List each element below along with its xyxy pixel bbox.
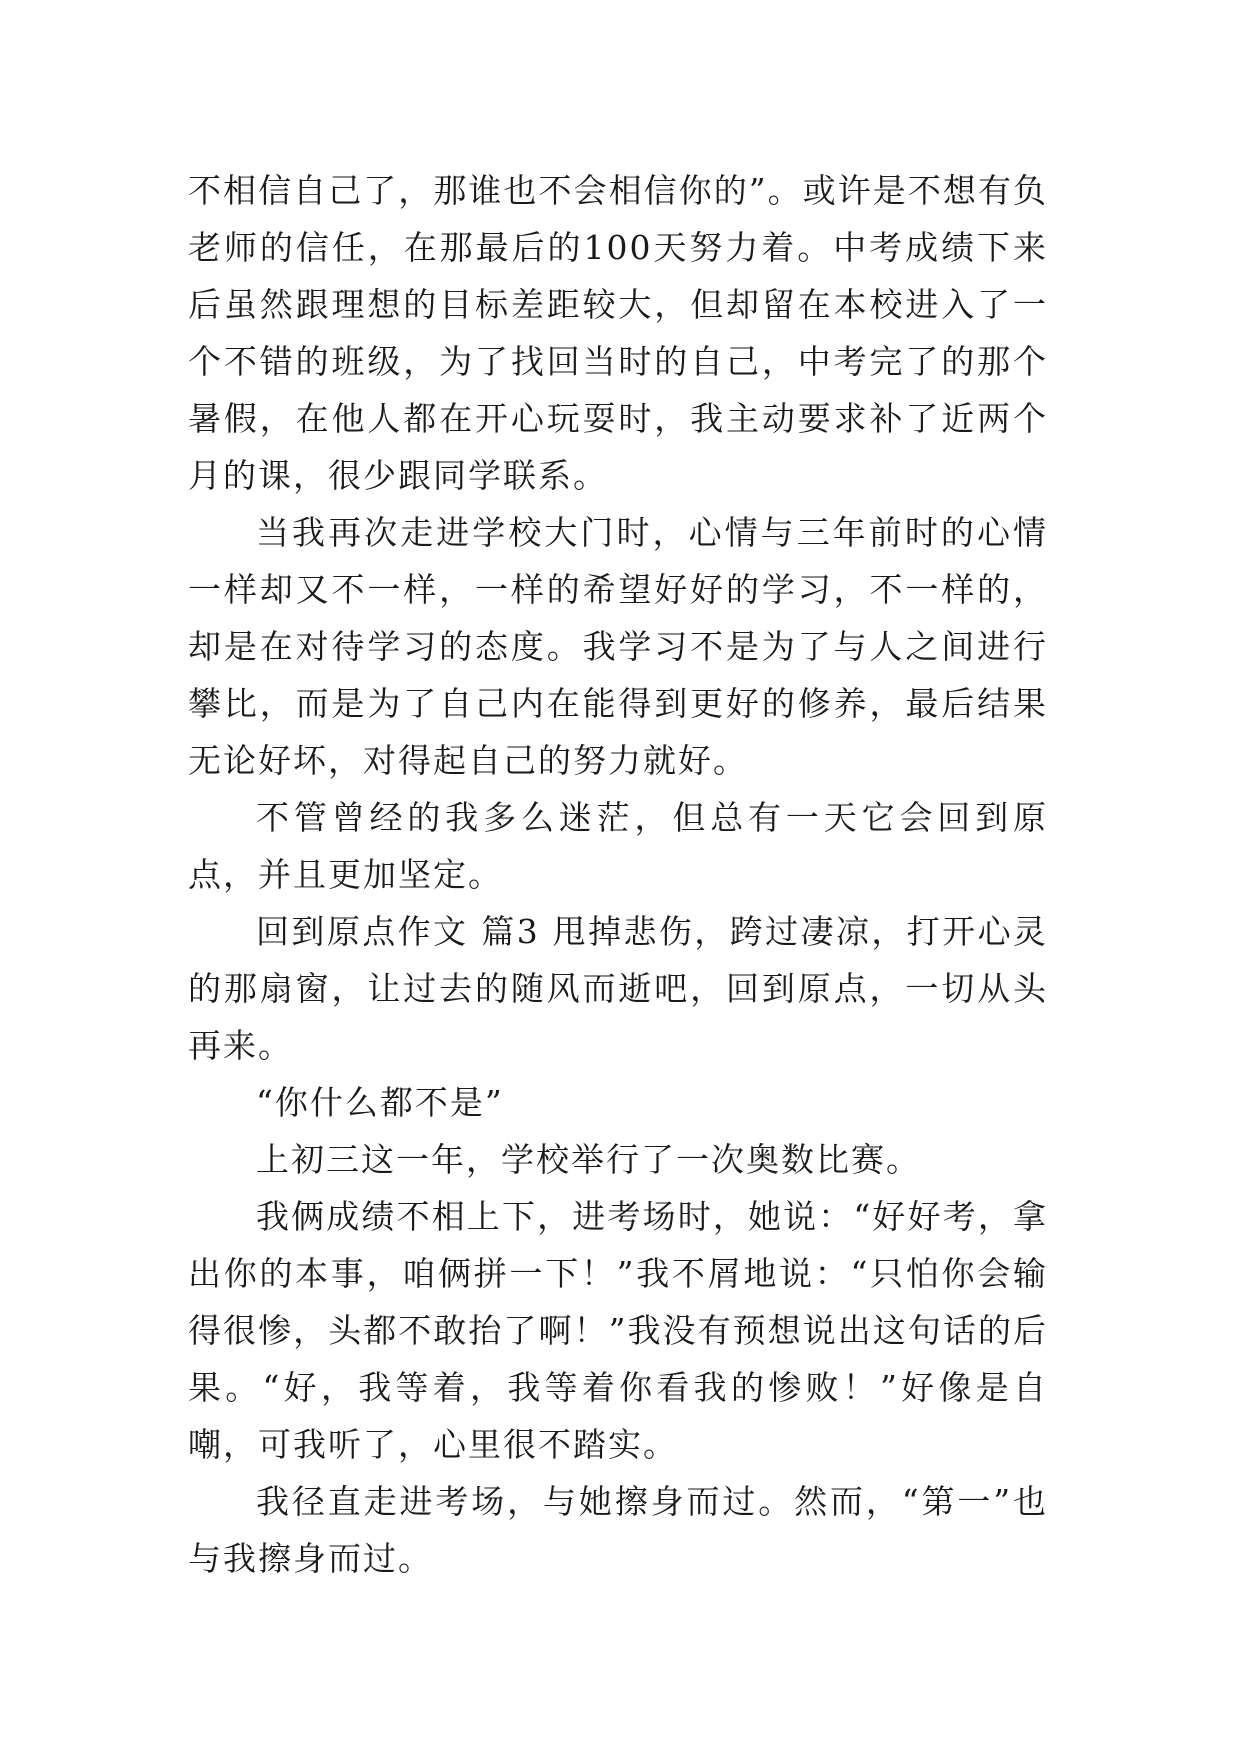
- paragraph-6: 上初三这一年，学校举行了一次奥数比赛。: [256, 1140, 921, 1179]
- paragraph-4: 回到原点作文 篇3 甩掉悲伤，跨过凄凉，打开心灵的那扇窗，让过去的随风而逝吧，回到原点，一切从头再来。: [188, 912, 1048, 1065]
- paragraph-8: 我径直走进考场，与她擦身而过。然而，“第一”也与我擦身而过。: [188, 1482, 1048, 1578]
- paragraph-1: 不相信自己了，那谁也不会相信你的”。或许是不想有负老师的信任，在那最后的100天努力着。中考成绩下来后虽然跟理想的目标差距较大，但却留在本校进入了一个不错的班级，为了找回当时的自己，中考完了的那个暑假，在他人都在开心玩耍时，我主动要求补了近两个月的课，很少跟同学联系。: [188, 171, 1048, 495]
- document-body: [188, 162, 1048, 1587]
- paragraph-7: 我俩成绩不相上下，进考场时，她说：“好好考，拿出你的本事，咱俩拼一下！”我不屑地说：“只怕你会输得很惨，头都不敢抬了啊！”我没有预想说出这句话的后果。“好，我等着，我等着你看我的惨败！”好像是自嘲，可我听了，心里很不踏实。: [188, 1197, 1048, 1464]
- paragraph-5: “你什么都不是”: [256, 1083, 504, 1122]
- paragraph-2: 当我再次走进学校大门时，心情与三年前时的心情一样却又不一样，一样的希望好好的学习，不一样的，却是在对待学习的态度。我学习不是为了与人之间进行攀比，而是为了自己内在能得到更好的修养，最后结果无论好坏，对得起自己的努力就好。: [188, 513, 1048, 780]
- paragraph-3: 不管曾经的我多么迷茫，但总有一天它会回到原点，并且更加坚定。: [188, 798, 1048, 894]
